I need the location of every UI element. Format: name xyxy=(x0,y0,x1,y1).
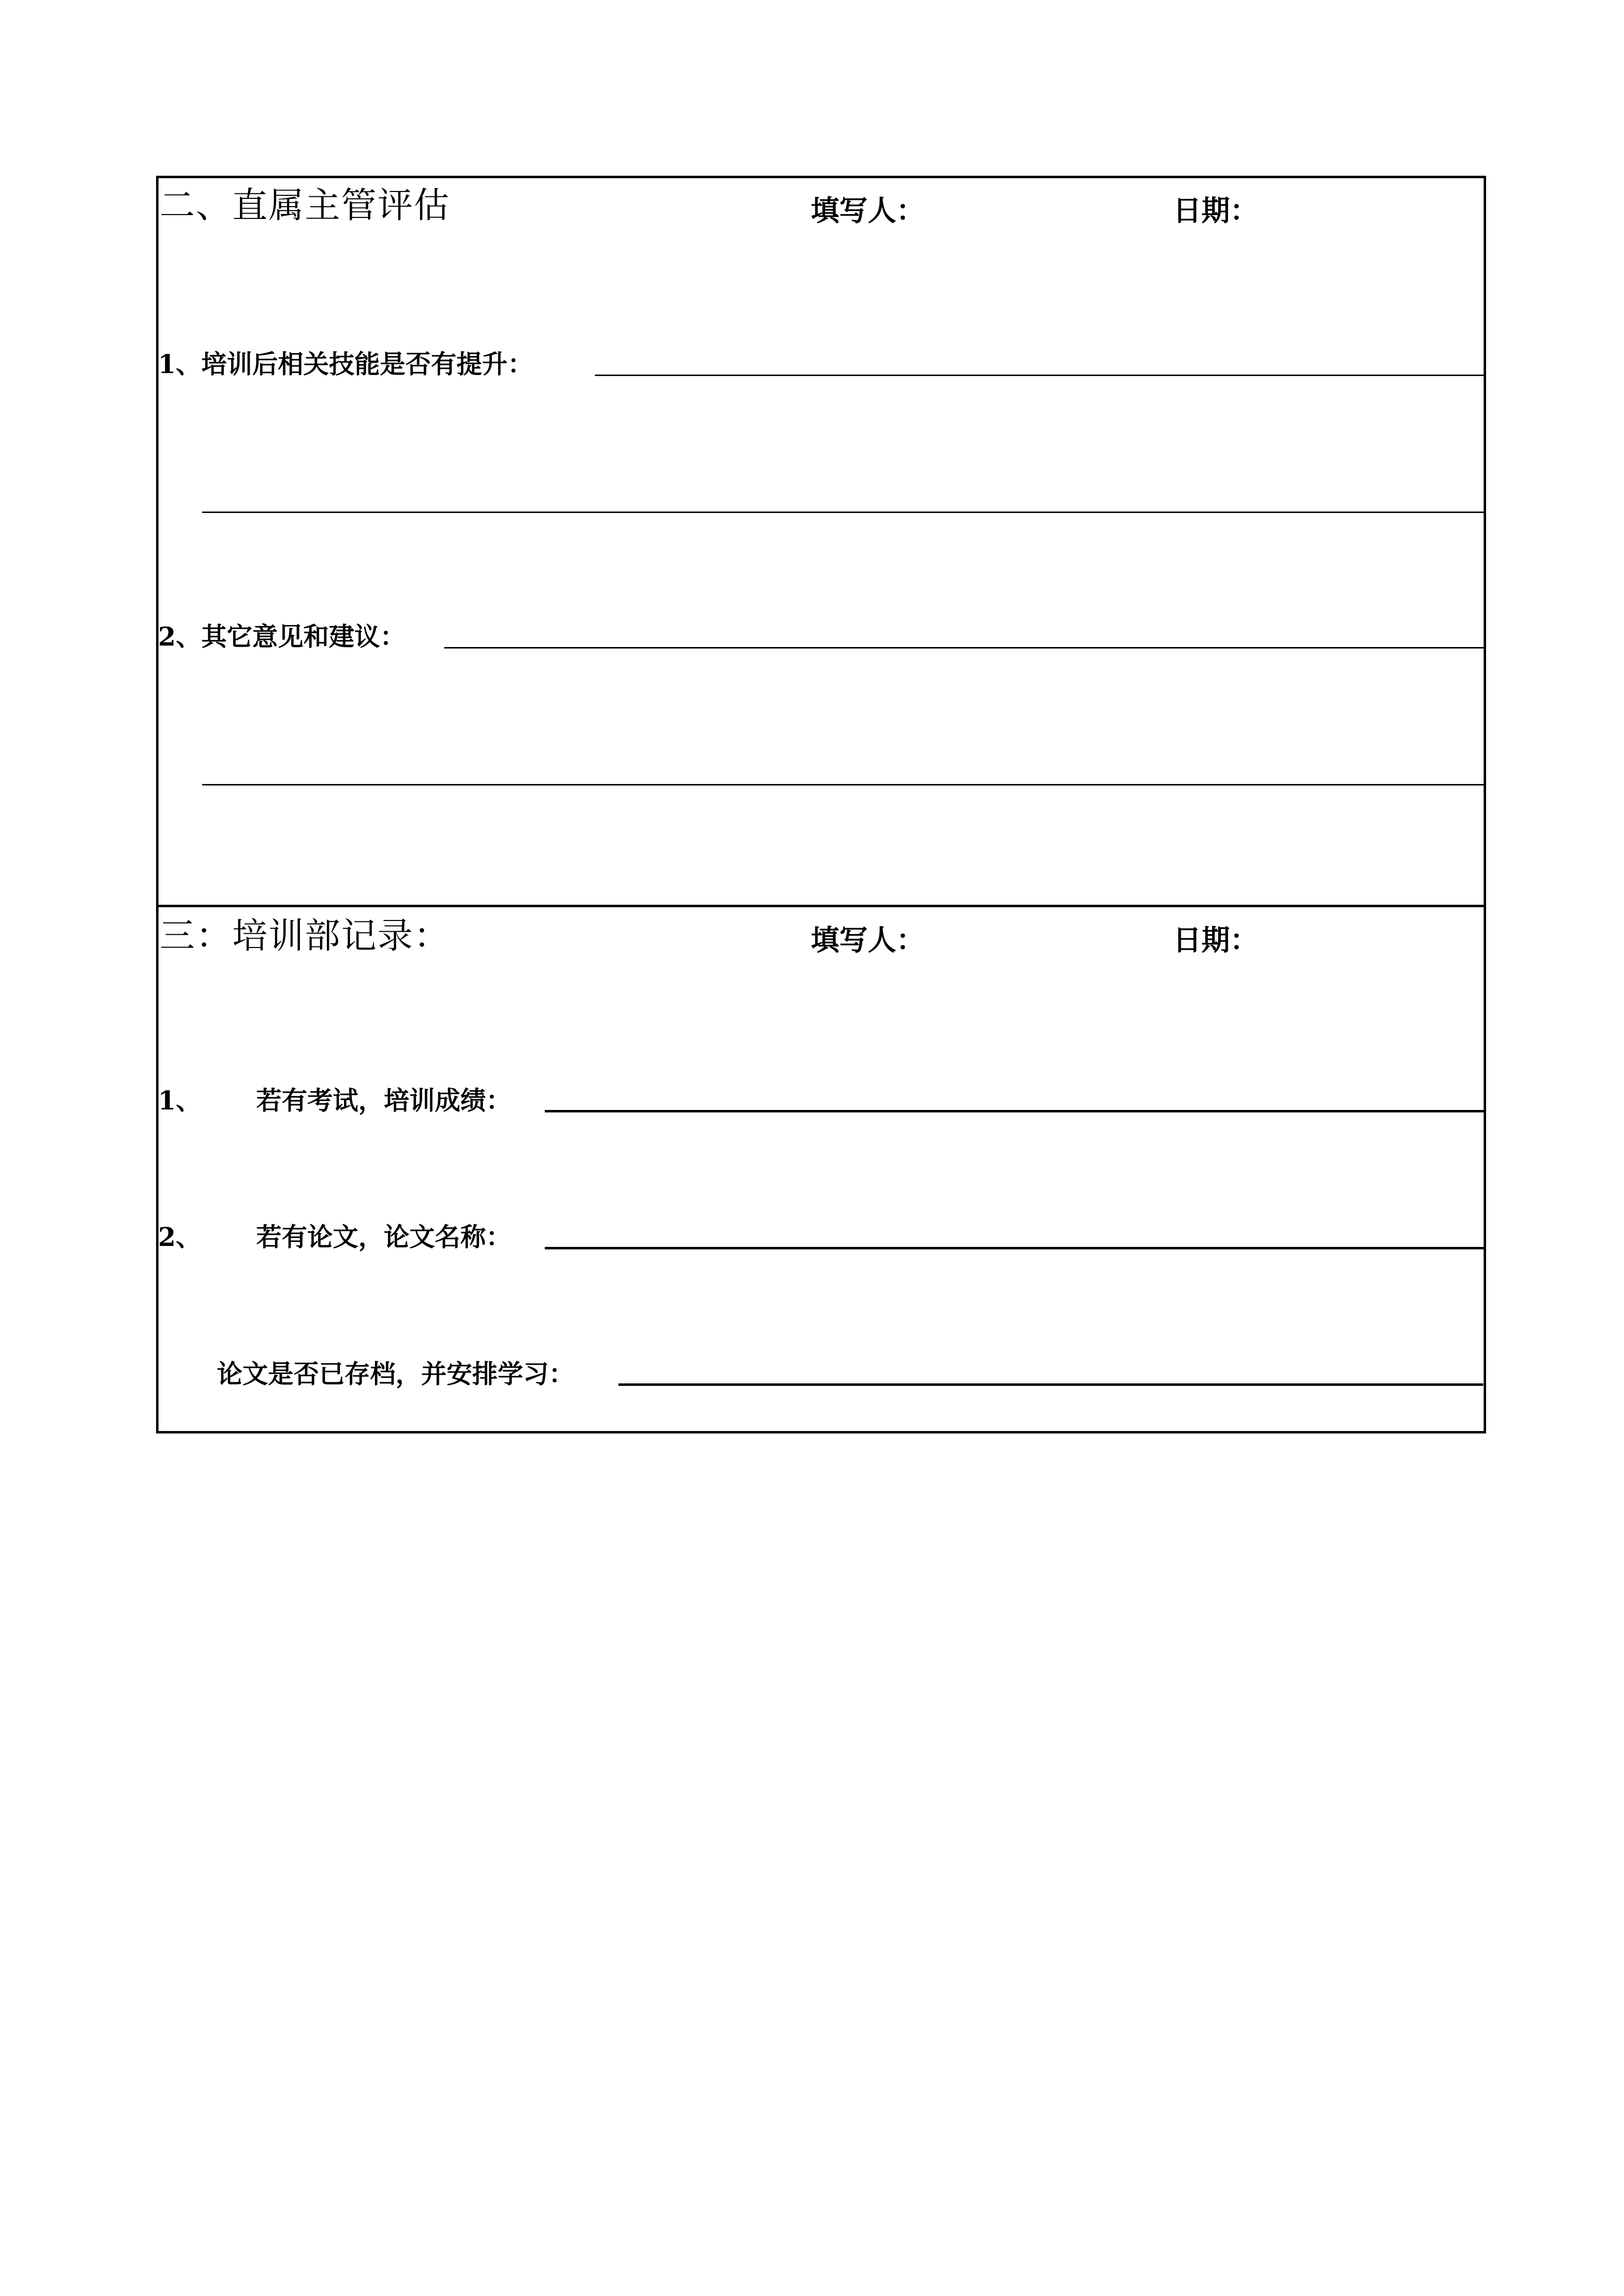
section-supervisor-evaluation xyxy=(156,176,1486,907)
answer-line-thesis-archived[interactable] xyxy=(618,1383,1483,1386)
item-number: 1、 xyxy=(158,1086,202,1116)
answer-line-skill-improvement[interactable] xyxy=(595,375,1485,376)
filler-label: 填写人： xyxy=(811,923,925,957)
section-title: 三：培训部记录： xyxy=(160,915,451,956)
question-other-suggestions: 2、其它意见和建议： xyxy=(158,622,406,652)
answer-line-exam-score[interactable] xyxy=(545,1110,1485,1112)
question-skill-improvement: 1、培训后相关技能是否有提升： xyxy=(158,350,533,379)
item-number: 2、 xyxy=(158,1222,202,1252)
question-thesis-title: 若有论文，论文名称： xyxy=(256,1222,512,1252)
answer-line-skill-improvement-continued[interactable] xyxy=(202,512,1485,513)
section-title: 二、直属主管评估 xyxy=(160,185,451,226)
answer-line-thesis-title[interactable] xyxy=(545,1247,1485,1249)
date-label: 日期： xyxy=(1173,194,1259,227)
date-label: 日期： xyxy=(1173,923,1259,957)
question-thesis-archived: 论文是否已存档，并安排学习： xyxy=(217,1359,575,1389)
question-exam-score: 若有考试，培训成绩： xyxy=(256,1086,512,1116)
answer-line-other-suggestions[interactable] xyxy=(444,647,1485,648)
filler-label: 填写人： xyxy=(811,194,925,227)
answer-line-other-suggestions-continued[interactable] xyxy=(202,784,1485,785)
